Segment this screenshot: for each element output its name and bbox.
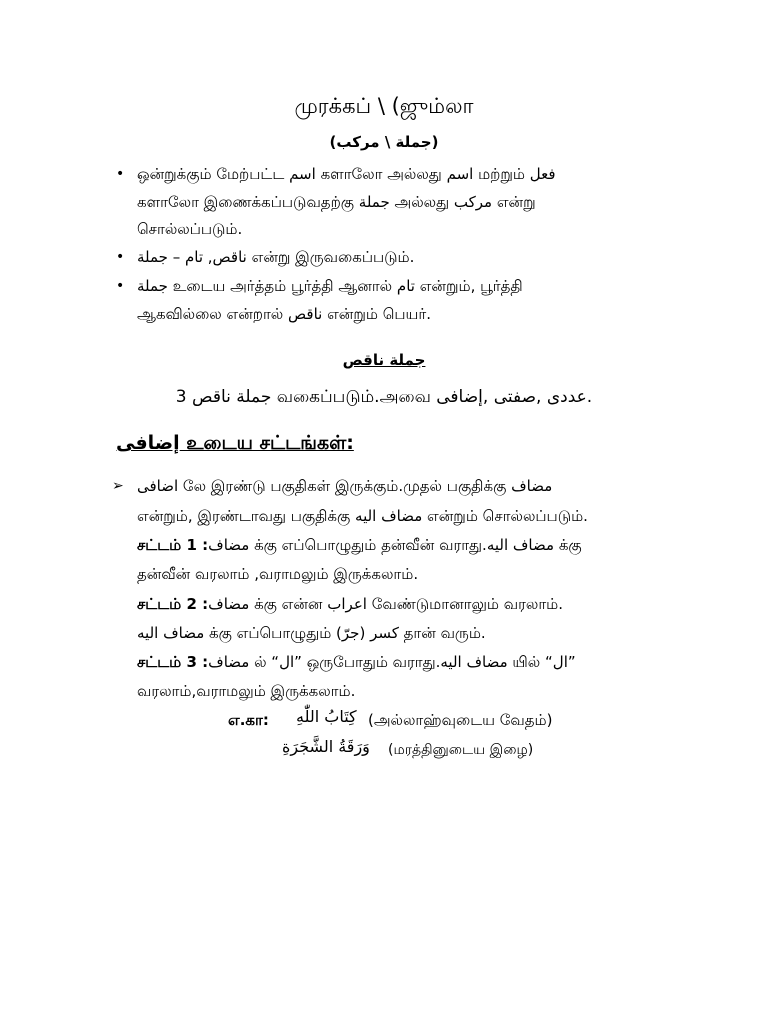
- arrow-bullet-icon: ➢: [112, 478, 124, 494]
- rule-2-line-1: [137, 594, 563, 614]
- bullet-1-line-2: களாலோ இணைக்கப்படுவதற்கு جملة அல்லது مركب என்று: [137, 193, 536, 211]
- bullet-3-line-2: ஆகவில்லை என்றால் ناقص என்றும் பெயர்.: [137, 305, 432, 323]
- bullet-dot: •: [116, 166, 125, 182]
- rule-3-label: சட்டம் 3 :: [137, 653, 209, 671]
- example-label: எ.கா:: [228, 711, 269, 729]
- rule-2-text: مضاف க்கு என்ன اعراب வேண்டுமானாலும் வரலாம்.: [208, 595, 563, 613]
- example-1-meaning: (அல்லாஹ்வுடைய வேதம்): [368, 711, 553, 729]
- example-2-meaning: (மரத்தினுடைய இழை): [388, 742, 534, 758]
- page-subtitle: (جملة \ مركب): [329, 133, 439, 151]
- idhafi-heading: إضافى உடைய சட்டங்கள்:: [116, 432, 354, 454]
- body-line-2: என்றும், இரண்டாவது பகுதிக்கு مضاف اليه என்றும் சொல்லப்படும்.: [137, 507, 588, 525]
- rule-3-line-1: [137, 652, 576, 672]
- rule-1-label: சட்டம் 1 :: [137, 536, 209, 554]
- bullet-2-line-1: ناقص, تام – جملة என்று இருவகைப்படும்.: [137, 248, 415, 266]
- section-line: 3 جملة ناقص வகைப்படும்.அவை عددى ,صفتى ,إضافى.: [175, 387, 593, 407]
- rule-3-text: مضاف ல் “ال” ஒருபோதும் வராது.مضاف اليه யில் “ال”: [208, 653, 576, 671]
- example-2-arabic: وَرَقَةُ الشَّجَرَةِ: [282, 737, 370, 756]
- page-title: முரக்கப் \ (ஜும்லா: [294, 94, 474, 118]
- bullet-dot: •: [116, 249, 125, 265]
- rule-2-line-2: مضاف اليه க்கு எப்பொழுதும் (جرّ) كسر தான் வரும்.: [137, 624, 486, 642]
- rule-2-label: சட்டம் 2 :: [137, 595, 209, 613]
- bullet-1-line-3: சொல்லப்படும்.: [137, 220, 243, 238]
- rule-1-line-2: தன்வீன் வரலாம் ,வராமலும் இருக்கலாம்.: [137, 565, 419, 583]
- bullet-dot: •: [116, 278, 125, 294]
- rule-3-line-2: வரலாம்,வராமலும் இருக்கலாம்.: [137, 682, 356, 700]
- section-heading: جملة ناقص: [342, 351, 426, 369]
- rule-1-line-1: [137, 535, 582, 555]
- bullet-1-line-1: ஒன்றுக்கும் மேற்பட்ட اسم களாலோ அல்லது اسم மற்றும் فعل: [137, 165, 556, 183]
- bullet-3-line-1: جملة உடைய அர்த்தம் பூர்த்தி ஆனால் تام என்றும், பூர்த்தி: [137, 277, 523, 295]
- rule-1-text: مضاف க்கு எப்பொழுதும் தன்வீன் வராது.مضاف اليه க்கு: [208, 536, 582, 554]
- example-1-arabic: كِتَابُ اللّٰهِ: [296, 707, 357, 726]
- body-line-1: اضافى லே இரண்டு பகுதிகள் இருக்கும்.முதல் பகுதிக்கு مضاف: [137, 477, 553, 495]
